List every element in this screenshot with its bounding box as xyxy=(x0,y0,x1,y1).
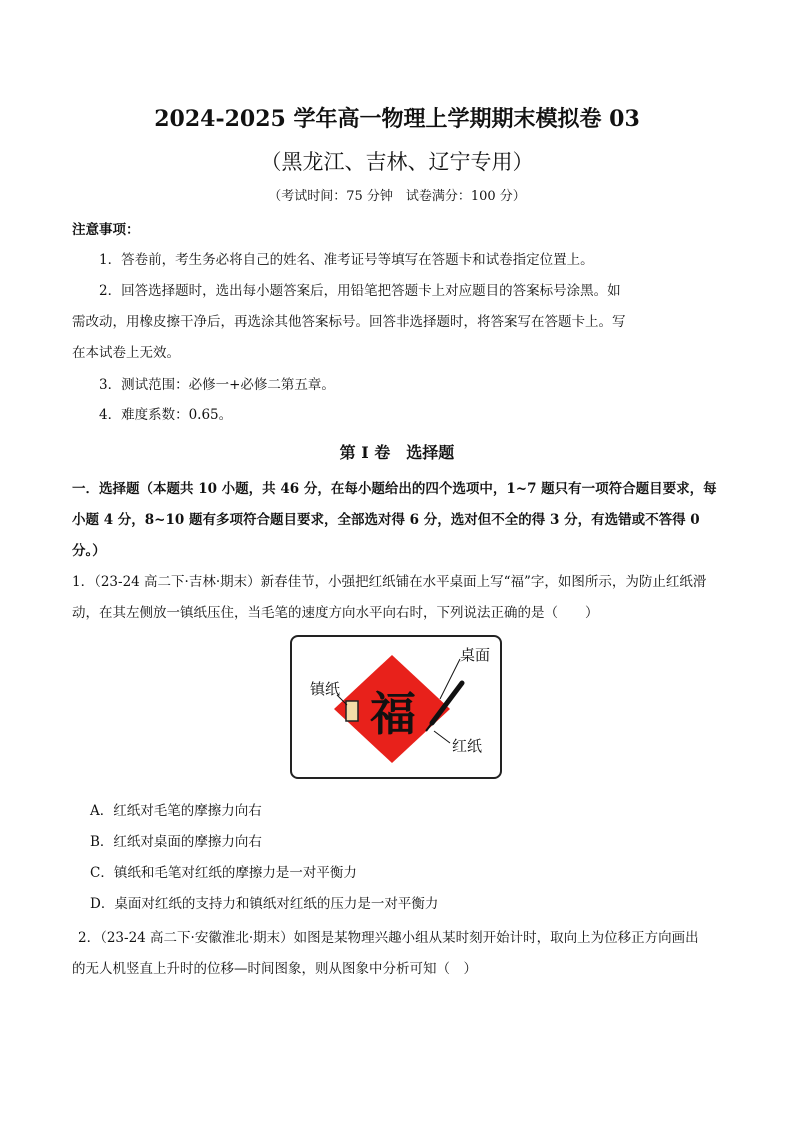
notice-heading: 注意事项： xyxy=(72,222,140,238)
section-title: 第 I 卷 选择题 xyxy=(339,443,455,462)
fu-character: 福 xyxy=(370,687,416,741)
part1-instructions-line-1: 一．选择题（本题共 10 小题，共 46 分，在每小题给出的四个选项中，1~7 题只有一项符合题目要求，每 xyxy=(72,481,717,497)
notice-item-1: 1．答卷前，考生务必将自己的姓名、准考证号等填写在答题卡和试卷指定位置上。 xyxy=(99,252,594,268)
red-paper-label: 红纸 xyxy=(452,737,483,755)
red-paper-leader-line xyxy=(434,731,450,743)
page-subtitle: （黑龙江、吉林、辽宁专用） xyxy=(260,150,534,174)
notice-item-2-line-3: 在本试卷上无效。 xyxy=(72,345,180,361)
question-1-figure xyxy=(290,635,502,779)
part1-instructions-line-2: 小题 4 分，8~10 题有多项符合题目要求，全部选对得 6 分，选对但不全的得 3 分，有选错或不答得 0 xyxy=(72,512,700,528)
question-1-line-2: 动，在其左侧放一镇纸压住，当毛笔的速度方向水平向右时，下列说法正确的是（ ） xyxy=(72,605,599,621)
question-1-option-d: D．桌面对红纸的支持力和镇纸对红纸的压力是一对平衡力 xyxy=(90,896,439,912)
desk-label: 桌面 xyxy=(460,646,491,664)
paperweight-shape xyxy=(346,701,358,721)
calligraphy-illustration xyxy=(292,637,500,777)
page-title: 2024-2025 学年高一物理上学期期末模拟卷 03 xyxy=(154,106,640,132)
exam-info: （考试时间：75 分钟 试卷满分：100 分） xyxy=(268,189,526,204)
part1-instructions-line-3: 分。） xyxy=(72,543,106,559)
question-1-option-c: C．镇纸和毛笔对红纸的摩擦力是一对平衡力 xyxy=(90,865,357,881)
notice-item-2-line-2: 需改动，用橡皮擦干净后，再选涂其他答案标号。回答非选择题时，将答案写在答题卡上。写 xyxy=(72,314,626,330)
notice-item-2-line-1: 2．回答选择题时，选出每小题答案后，用铅笔把答题卡上对应题目的答案标号涂黑。如 xyxy=(99,283,621,299)
notice-item-4: 4．难度系数：0.65。 xyxy=(99,407,233,423)
question-1-option-a: A．红纸对毛笔的摩擦力向右 xyxy=(90,803,262,819)
question-1-line-1: 1．（23-24 高二下·吉林·期末）新春佳节，小强把红纸铺在水平桌面上写“福”字，如图所示，为防止红纸滑 xyxy=(72,574,707,590)
question-2-line-2: 的无人机竖直上升时的位移—时间图象，则从图象中分析可知（ ） xyxy=(72,961,477,977)
paperweight-label: 镇纸 xyxy=(310,680,341,698)
notice-item-3: 3．测试范围：必修一+必修二第五章。 xyxy=(99,377,335,393)
question-1-option-b: B．红纸对桌面的摩擦力向右 xyxy=(90,834,262,850)
question-2-line-1: 2．（23-24 高二下·安徽淮北·期末）如图是某物理兴趣小组从某时刻开始计时，取向上为位移正方向画出 xyxy=(78,930,699,946)
